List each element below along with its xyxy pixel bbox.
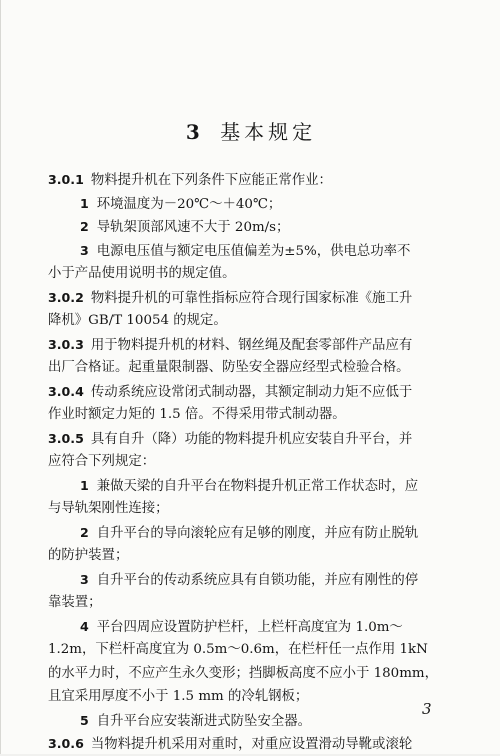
line-text: 物料提升机在下列条件下应能正常作业： [90,173,332,188]
text-line [48,474,454,498]
section-number: 3.0.6 [48,736,84,751]
line-text: 传动系统应设常闭式制动器，其额定制动力矩不应低于 [90,384,413,400]
text-line [48,333,454,357]
chapter-heading [1,116,500,145]
text-line [48,497,454,521]
text-line [48,168,454,192]
section-number: 3.0.4 [48,383,84,399]
text-line [48,591,454,615]
line-text: 导轨架顶部风速不大于 20m/s； [96,220,290,235]
text-line [48,356,454,380]
line-text: 的水平力时，不应产生永久变形；挡脚板高度不应小于 180mm， [48,665,438,681]
line-text: 具有自升（降）功能的物料提升机应安装自升平台，并 [90,431,413,447]
text-line [48,521,454,545]
line-text: 自升平台应安装渐进式防坠安全器。 [96,713,312,729]
item-number: 2 [80,219,89,234]
text-line [48,450,454,474]
text-line [48,215,454,239]
text-line [48,662,454,686]
line-text: 靠装置； [48,595,102,610]
section-number: 3.0.3 [48,336,84,352]
line-text: 的防护装置； [48,548,129,563]
line-text: 自升平台的导向滚轮应有足够的刚度，并应有防止脱轨 [96,525,419,541]
line-text: 兼做天梁的自升平台在物料提升机正常工作状态时，应 [96,478,419,494]
line-text: 小于产品使用说明书的规定值。 [48,266,236,281]
line-text: 出厂合格证。起重量限制器、防坠安全器应经型式检验合格。 [48,360,410,375]
item-number: 2 [80,524,89,540]
page-number: 3 [422,700,432,718]
section-number: 3.0.1 [48,172,84,187]
text-line [48,544,454,568]
text-line [48,427,454,451]
text-line [48,380,454,404]
text-line [48,262,454,286]
item-number: 3 [80,242,89,258]
line-text: 与导轨架刚性连接； [48,501,169,516]
item-number: 1 [80,477,89,493]
text-line [48,638,454,662]
text-line [48,192,454,216]
line-text: 物料提升机的可靠性指标应符合现行国家标准《施工升 [90,290,413,306]
document-body [48,168,454,756]
text-line [48,286,454,310]
line-text: 作业时额定力矩的 1.5 倍。不得采用带式制动器。 [48,407,346,422]
text-line [48,709,454,733]
line-text: 应符合下列规定： [48,454,156,469]
section-number: 3.0.2 [48,289,84,305]
line-text: 降机》GB/T 10054 的规定。 [48,313,227,328]
line-text: 且宜采用厚度不小于 1.5 mm 的冷轧钢板； [48,689,309,704]
line-text: 1.2m，下栏杆高度宜为 0.5m～0.6m，在栏杆任一点作用 1kN [48,642,428,657]
item-number: 4 [80,618,89,634]
text-line [48,732,454,756]
chapter-number: 3 [185,120,204,144]
line-text: 平台四周应设置防护栏杆，上栏杆高度宜为 1.0m～ [96,619,403,635]
item-number: 3 [80,571,89,587]
item-number: 5 [80,712,89,728]
line-text: 电源电压值与额定电压值偏差为±5%，供电总功率不 [96,243,411,259]
line-text: 当物料提升机采用对重时，对重应设置滑动导靴或滚轮 [90,737,413,752]
line-text: 环境温度为－20℃～＋40℃； [96,196,282,212]
line-text: 用于物料提升机的材料、钢丝绳及配套零部件产品应有 [90,337,413,353]
section-number: 3.0.5 [48,430,84,446]
text-line [48,309,454,333]
text-line [48,239,454,263]
chapter-title: 基本规定 [220,120,317,144]
line-text: 自升平台的传动系统应具有自锁功能，并应有刚性的停 [96,572,419,588]
item-number: 1 [80,195,89,211]
text-line [48,568,454,592]
text-line [48,685,454,709]
text-line [48,403,454,427]
text-line [48,615,454,639]
